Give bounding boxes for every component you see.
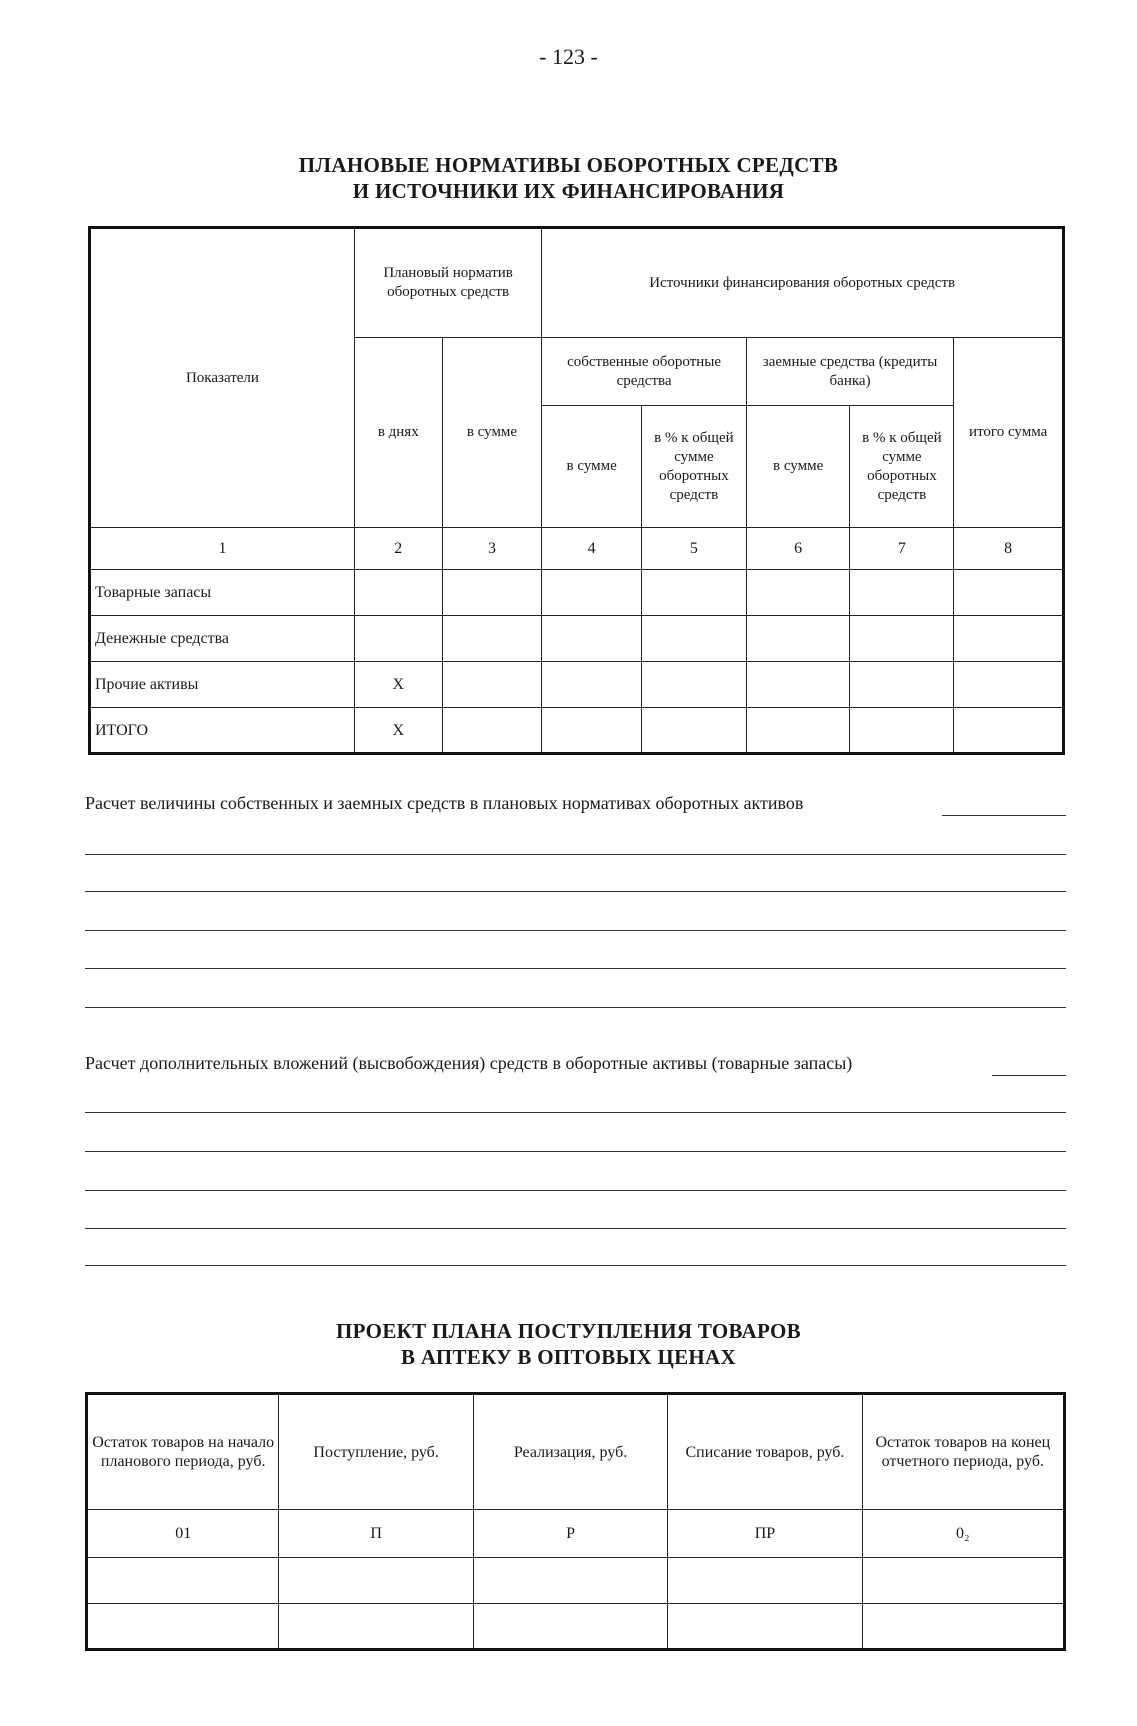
section2-title-line2: В АПТЕКУ В ОПТОВЫХ ЦЕНАХ: [401, 1345, 736, 1369]
table-row: [90, 616, 1064, 662]
section1-title-line1: ПЛАНОВЫЕ НОРМАТИВЫ ОБОРОТНЫХ СРЕДСТВ: [298, 153, 839, 177]
table-row: [87, 1558, 1065, 1604]
fill-line: [942, 815, 1066, 816]
column-number: 2: [354, 528, 442, 570]
column-number-row: [90, 528, 1064, 570]
header-own-funds: собственные оборотные средства: [542, 338, 747, 406]
header-borrowed-funds: заемные средства (кредиты банка): [746, 338, 953, 406]
fill-line: [85, 1151, 1066, 1152]
header-borrowed-sum: в сумме: [746, 406, 850, 528]
header-in-sum: в сумме: [442, 338, 542, 528]
row-days: [354, 616, 442, 662]
section1-title-line2: И ИСТОЧНИКИ ИХ ФИНАНСИРОВАНИЯ: [352, 179, 785, 203]
column-number: 6: [746, 528, 850, 570]
code-row: [87, 1510, 1065, 1558]
header-in-days: в днях: [354, 338, 442, 528]
table-row: [90, 708, 1064, 754]
header-receipts: Поступление, руб.: [279, 1394, 473, 1510]
section2-title-line1: ПРОЕКТ ПЛАНА ПОСТУПЛЕНИЯ ТОВАРОВ: [336, 1319, 801, 1343]
fill-line: [85, 1190, 1066, 1191]
section2-title: [0, 1318, 1137, 1370]
fill-line: [85, 854, 1066, 855]
header-closing-stock: Остаток товаров на конец отчетного периода, руб.: [862, 1394, 1064, 1510]
column-number: 1: [90, 528, 355, 570]
section1-title: [0, 152, 1137, 204]
column-number: 8: [954, 528, 1064, 570]
code-cell: ПР: [668, 1510, 862, 1558]
row-days: Х: [354, 708, 442, 754]
fill-line: [85, 1112, 1066, 1113]
fill-line: [85, 1007, 1066, 1008]
column-number: 4: [542, 528, 642, 570]
fill-line: [85, 1228, 1066, 1229]
row-days: [354, 570, 442, 616]
table-row: [90, 570, 1064, 616]
row-label: ИТОГО: [90, 708, 355, 754]
fill-line: [85, 891, 1066, 892]
page-number: - 123 -: [539, 44, 598, 69]
header-total-sum: итого сумма: [954, 338, 1064, 528]
header-plan-norm: Плановый норматив оборотных средств: [354, 228, 541, 338]
code-cell: П: [279, 1510, 473, 1558]
row-label: Товарные запасы: [90, 570, 355, 616]
header-sources: Источники финансирования оборотных средств: [542, 228, 1064, 338]
working-capital-table: [88, 226, 1065, 755]
column-number: 3: [442, 528, 542, 570]
calc1-label: Расчет величины собственных и заемных средств в плановых нормативах оборотных активов: [85, 793, 804, 813]
header-write-off: Списание товаров, руб.: [668, 1394, 862, 1510]
header-own-sum: в сумме: [542, 406, 642, 528]
code-cell: 01: [87, 1510, 279, 1558]
calc2-label: Расчет дополнительных вложений (высвобождения) средств в оборотные активы (товарные запасы): [85, 1053, 853, 1073]
row-label: Прочие активы: [90, 662, 355, 708]
code-cell: Р: [473, 1510, 667, 1558]
fill-line: [992, 1075, 1066, 1076]
header-own-pct: в % к общей сумме оборотных средств: [642, 406, 747, 528]
goods-receipt-plan-table: [85, 1392, 1066, 1651]
fill-line: [85, 968, 1066, 969]
column-number: 5: [642, 528, 747, 570]
column-number: 7: [850, 528, 954, 570]
row-label: Денежные средства: [90, 616, 355, 662]
header-sales: Реализация, руб.: [473, 1394, 667, 1510]
header-opening-stock: Остаток товаров на начало планового периода, руб.: [87, 1394, 279, 1510]
table-row: [90, 662, 1064, 708]
fill-line: [85, 1265, 1066, 1266]
table-row: [87, 1604, 1065, 1650]
header-indicators: Показатели: [90, 228, 355, 528]
fill-line: [85, 930, 1066, 931]
row-days: Х: [354, 662, 442, 708]
code-cell: 0₂: [862, 1510, 1064, 1558]
header-borrowed-pct: в % к общей сумме оборотных средств: [850, 406, 954, 528]
